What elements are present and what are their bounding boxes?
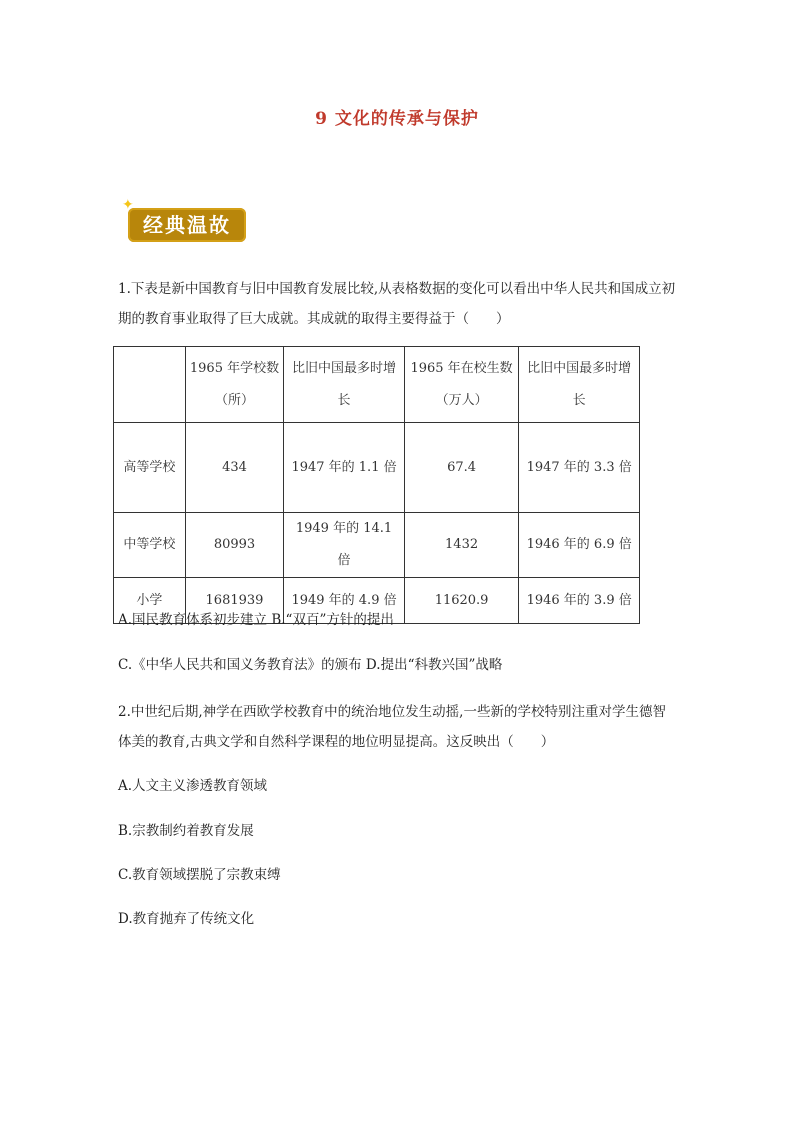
question-2-text: 2.中世纪后期,神学在西欧学校教育中的统治地位发生动摇,一些新的学校特别注重对学生德智体美的教育,古典文学和自然科学课程的地位明显提高。这反映出（ ） (118, 704, 666, 750)
star-icon: ✦ (122, 197, 134, 213)
section-badge (122, 197, 246, 242)
table-row (114, 423, 640, 513)
question-1-options-ab: A.国民教育体系初步建立 B.“双百”方针的提出 (118, 612, 394, 628)
table-header-cell: 1965 年学校数（所） (185, 347, 283, 423)
section-badge-label: 经典温故 (143, 213, 231, 237)
table-cell: 中等学校 (114, 513, 186, 578)
question-2-option-a: A.人文主义渗透教育领域 (118, 778, 268, 794)
question-2-option-c: C.教育领域摆脱了宗教束缚 (118, 867, 281, 883)
table-cell: 1946 年的 3.9 倍 (519, 578, 640, 624)
table-cell: 1947 年的 3.3 倍 (519, 423, 640, 513)
comparison-table (113, 346, 640, 624)
table-header-cell (114, 347, 186, 423)
table-header-cell: 1965 年在校生数（万人） (404, 347, 519, 423)
table-header-cell: 比旧中国最多时增长 (284, 347, 405, 423)
table-cell: 高等学校 (114, 423, 186, 513)
table-cell: 67.4 (404, 423, 519, 513)
question-1-options-cd: C.《中华人民共和国义务教育法》的颁布 D.提出“科教兴国”战略 (118, 657, 503, 673)
table-cell: 434 (185, 423, 283, 513)
table-cell: 1947 年的 1.1 倍 (284, 423, 405, 513)
question-2-option-b: B.宗教制约着教育发展 (118, 823, 254, 839)
table-header-cell: 比旧中国最多时增长 (519, 347, 640, 423)
table-cell: 1949 年的 14.1 倍 (284, 513, 405, 578)
table-cell: 1949 年的 4.9 倍 (284, 578, 405, 624)
table-cell: 11620.9 (404, 578, 519, 624)
table-cell: 80993 (185, 513, 283, 578)
question-1-text: 1.下表是新中国教育与旧中国教育发展比较,从表格数据的变化可以看出中华人民共和国成立初期的教育事业取得了巨大成就。其成就的取得主要得益于（ ） (118, 281, 676, 327)
table-row (114, 513, 640, 578)
table-cell: 1432 (404, 513, 519, 578)
page-title: 9 文化的传承与保护 (315, 109, 479, 129)
table-header-row (114, 347, 640, 423)
table-cell: 1681939 (185, 578, 283, 624)
table-cell: 小学 (114, 578, 186, 624)
table-cell: 1946 年的 6.9 倍 (519, 513, 640, 578)
question-2-option-d: D.教育抛弃了传统文化 (118, 911, 255, 927)
